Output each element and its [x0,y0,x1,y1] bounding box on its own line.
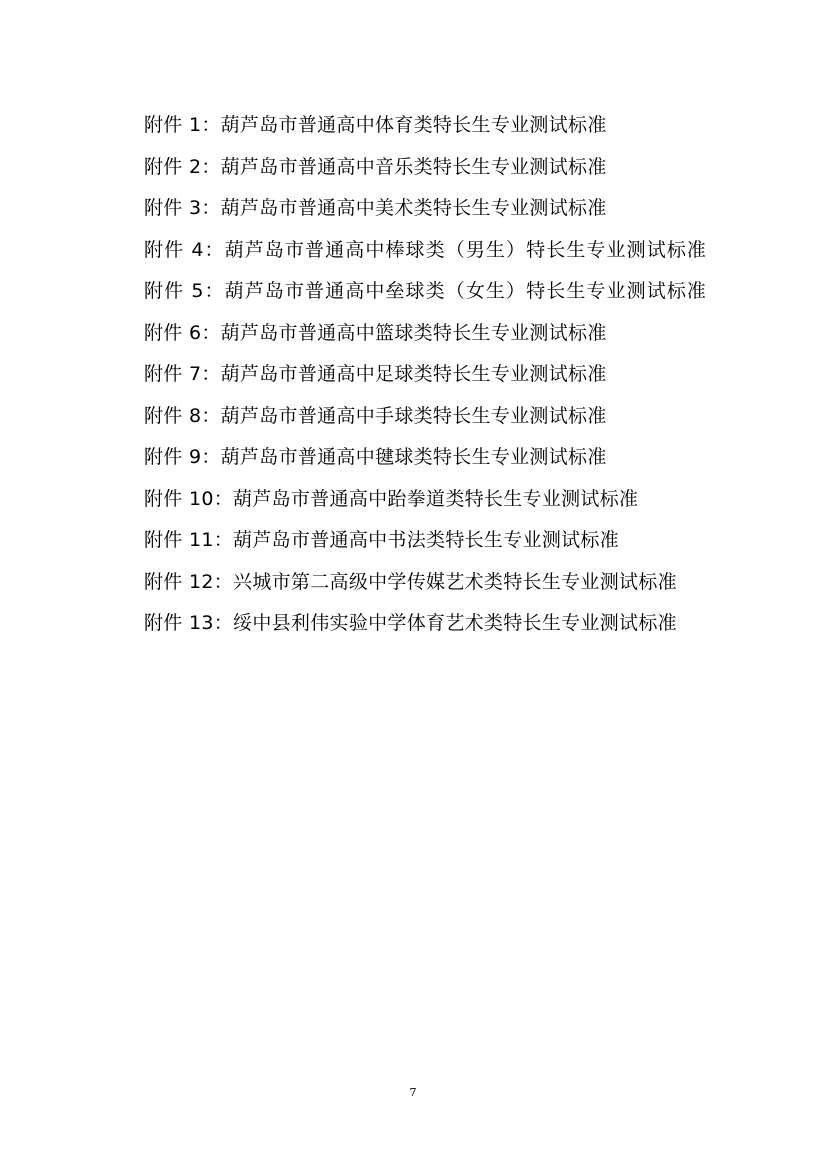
attachment-item-13: 附件 13：绥中县利伟实验中学体育艺术类特长生专业测试标准 [144,612,677,634]
attachment-item-3: 附件 3：葫芦岛市普通高中美术类特长生专业测试标准 [144,197,607,219]
attachment-list [100,105,740,645]
page-number: 7 [409,1086,417,1099]
attachment-item-7: 附件 7：葫芦岛市普通高中足球类特长生专业测试标准 [144,363,607,385]
attachment-item-9: 附件 9：葫芦岛市普通高中毽球类特长生专业测试标准 [144,446,607,468]
attachment-item-2: 附件 2：葫芦岛市普通高中音乐类特长生专业测试标准 [144,155,607,178]
attachment-item-1: 附件 1：葫芦岛市普通高中体育类特长生专业测试标准 [144,114,607,136]
attachment-item-12: 附件 12：兴城市第二高级中学传媒艺术类特长生专业测试标准 [144,570,677,593]
attachment-item-10: 附件 10：葫芦岛市普通高中跆拳道类特长生专业测试标准 [144,487,639,510]
attachment-item-11: 附件 11：葫芦岛市普通高中书法类特长生专业测试标准 [144,529,620,551]
attachment-item-6: 附件 6：葫芦岛市普通高中篮球类特长生专业测试标准 [144,321,607,344]
attachment-item-8: 附件 8：葫芦岛市普通高中手球类特长生专业测试标准 [144,404,607,427]
attachment-item-5: 附件 5：葫芦岛市普通高中垒球类（女生）特长生专业测试标准 [144,280,708,302]
attachment-item-4: 附件 4：葫芦岛市普通高中棒球类（男生）特长生专业测试标准 [144,238,708,261]
